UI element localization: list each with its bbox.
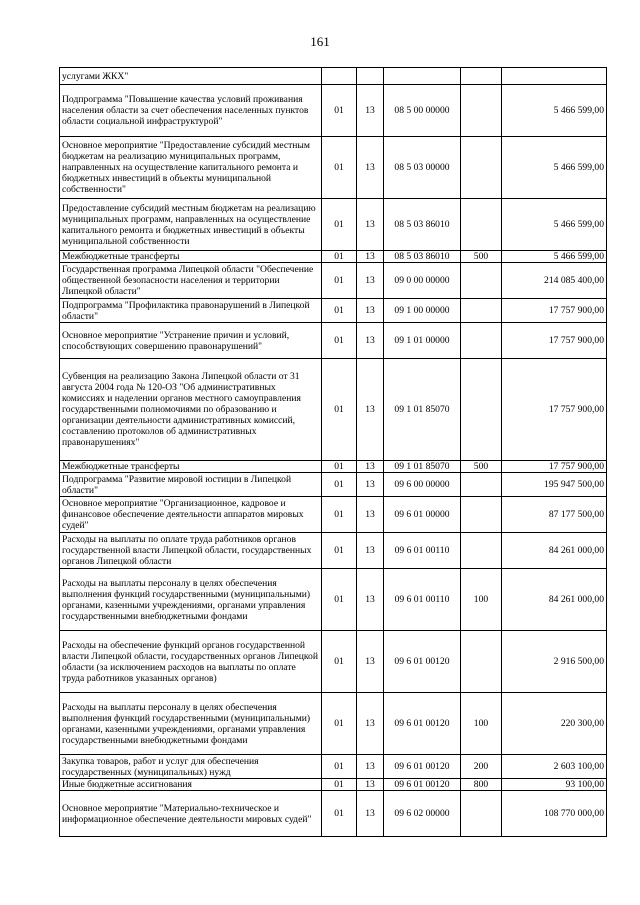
subsection-code-cell: 13 <box>357 779 384 791</box>
table-row <box>60 569 607 631</box>
table-row <box>60 473 607 497</box>
row-name-cell: Расходы на выплаты по оплате труда работников органов государственной власти Липецкой области, государственных органов Липецкой области <box>60 533 322 569</box>
expense-type-cell: 500 <box>461 461 502 473</box>
section-code-cell: 01 <box>322 85 357 137</box>
section-code-cell: 01 <box>322 791 357 837</box>
table-row <box>60 791 607 837</box>
row-name-cell: Расходы на выплаты персоналу в целях обеспечения выполнения функций государственными (муниципальными) органами, казенными учреждениями, органами управления государственными внебюджетными фондами <box>60 693 322 755</box>
row-name-cell: Межбюджетные трансферты <box>60 461 322 473</box>
amount-cell: 214 085 400,00 <box>502 263 607 299</box>
row-name-cell: Подпрограмма "Повышение качества условий проживания населения области за счет обеспечения населенных пунктов области социальной инфраструктурой" <box>60 85 322 137</box>
row-name-cell: Государственная программа Липецкой области "Обеспечение общественной безопасности населения и территории Липецкой области" <box>60 263 322 299</box>
section-code-cell: 01 <box>322 263 357 299</box>
subsection-code-cell: 13 <box>357 251 384 263</box>
amount-cell: 84 261 000,00 <box>502 533 607 569</box>
budget-table <box>59 67 607 837</box>
expense-type-cell <box>461 791 502 837</box>
amount-cell: 5 466 599,00 <box>502 199 607 251</box>
amount-cell: 84 261 000,00 <box>502 569 607 631</box>
amount-cell: 17 757 900,00 <box>502 359 607 461</box>
table-row <box>60 631 607 693</box>
section-code-cell: 01 <box>322 299 357 323</box>
target-article-cell: 08 5 03 86010 <box>384 199 461 251</box>
subsection-code-cell: 13 <box>357 569 384 631</box>
amount-cell: 5 466 599,00 <box>502 251 607 263</box>
expense-type-cell <box>461 533 502 569</box>
subsection-code-cell: 13 <box>357 631 384 693</box>
amount-cell <box>502 68 607 85</box>
amount-cell: 17 757 900,00 <box>502 461 607 473</box>
expense-type-cell <box>461 631 502 693</box>
section-code-cell: 01 <box>322 359 357 461</box>
page-number: 161 <box>310 34 330 49</box>
target-article-cell <box>384 68 461 85</box>
table-row <box>60 85 607 137</box>
row-name-cell: Иные бюджетные ассигнования <box>60 779 322 791</box>
expense-type-cell <box>461 68 502 85</box>
section-code-cell: 01 <box>322 461 357 473</box>
expense-type-cell <box>461 85 502 137</box>
target-article-cell: 08 5 03 86010 <box>384 251 461 263</box>
amount-cell: 17 757 900,00 <box>502 323 607 359</box>
expense-type-cell <box>461 323 502 359</box>
section-code-cell: 01 <box>322 779 357 791</box>
target-article-cell: 09 6 01 00120 <box>384 693 461 755</box>
subsection-code-cell: 13 <box>357 137 384 199</box>
expense-type-cell <box>461 299 502 323</box>
section-code-cell: 01 <box>322 137 357 199</box>
row-name-cell: Основное мероприятие "Материально-техническое и информационное обеспечение деятельности мировых судей" <box>60 791 322 837</box>
table-row <box>60 68 607 85</box>
subsection-code-cell: 13 <box>357 263 384 299</box>
row-name-cell: Субвенция на реализацию Закона Липецкой области от 31 августа 2004 года № 120-ОЗ "Об административных комиссиях и наделении органов местного самоуправления государственными полномочиями по образованию и организации деятельности административных комиссий, составлению протоколов об административных правонарушениях" <box>60 359 322 461</box>
section-code-cell: 01 <box>322 323 357 359</box>
target-article-cell: 09 6 01 00110 <box>384 533 461 569</box>
target-article-cell: 09 6 02 00000 <box>384 791 461 837</box>
section-code-cell: 01 <box>322 497 357 533</box>
table-row <box>60 359 607 461</box>
row-name-cell: Подпрограмма "Профилактика правонарушений в Липецкой области" <box>60 299 322 323</box>
amount-cell: 2 603 100,00 <box>502 755 607 779</box>
subsection-code-cell: 13 <box>357 85 384 137</box>
subsection-code-cell: 13 <box>357 533 384 569</box>
expense-type-cell: 500 <box>461 251 502 263</box>
subsection-code-cell: 13 <box>357 299 384 323</box>
table-row <box>60 199 607 251</box>
table-row <box>60 755 607 779</box>
amount-cell: 220 300,00 <box>502 693 607 755</box>
table-row <box>60 137 607 199</box>
row-name-cell: Закупка товаров, работ и услуг для обеспечения государственных (муниципальных) нужд <box>60 755 322 779</box>
table-row <box>60 779 607 791</box>
target-article-cell: 08 5 03 00000 <box>384 137 461 199</box>
subsection-code-cell: 13 <box>357 693 384 755</box>
section-code-cell <box>322 68 357 85</box>
row-name-cell: Расходы на обеспечение функций органов государственной власти Липецкой области, государственных органов Липецкой области (за исключением расходов на выплаты по оплате труда работников указанных органов) <box>60 631 322 693</box>
target-article-cell: 09 0 00 00000 <box>384 263 461 299</box>
subsection-code-cell: 13 <box>357 359 384 461</box>
table-row <box>60 461 607 473</box>
table-row <box>60 497 607 533</box>
expense-type-cell: 100 <box>461 569 502 631</box>
amount-cell: 195 947 500,00 <box>502 473 607 497</box>
subsection-code-cell: 13 <box>357 323 384 359</box>
section-code-cell: 01 <box>322 693 357 755</box>
row-name-cell: Основное мероприятие "Организационное, кадровое и финансовое обеспечение деятельности аппаратов мировых судей" <box>60 497 322 533</box>
subsection-code-cell: 13 <box>357 755 384 779</box>
target-article-cell: 09 1 01 00000 <box>384 323 461 359</box>
expense-type-cell <box>461 473 502 497</box>
subsection-code-cell <box>357 68 384 85</box>
target-article-cell: 09 6 01 00120 <box>384 631 461 693</box>
row-name-cell: Основное мероприятие "Предоставление субсидий местным бюджетам на реализацию муниципальных программ, направленных на осуществление капитального ремонта и бюджетных инвестиций в объекты муниципальной собственности" <box>60 137 322 199</box>
subsection-code-cell: 13 <box>357 791 384 837</box>
subsection-code-cell: 13 <box>357 473 384 497</box>
section-code-cell: 01 <box>322 755 357 779</box>
target-article-cell: 09 1 01 85070 <box>384 461 461 473</box>
row-name-cell: Межбюджетные трансферты <box>60 251 322 263</box>
target-article-cell: 09 1 01 85070 <box>384 359 461 461</box>
target-article-cell: 09 6 01 00120 <box>384 779 461 791</box>
table-row <box>60 299 607 323</box>
subsection-code-cell: 13 <box>357 497 384 533</box>
table-row <box>60 263 607 299</box>
amount-cell: 87 177 500,00 <box>502 497 607 533</box>
budget-table-body <box>60 68 607 837</box>
amount-cell: 108 770 000,00 <box>502 791 607 837</box>
section-code-cell: 01 <box>322 569 357 631</box>
section-code-cell: 01 <box>322 251 357 263</box>
amount-cell: 93 100,00 <box>502 779 607 791</box>
section-code-cell: 01 <box>322 631 357 693</box>
table-row <box>60 251 607 263</box>
amount-cell: 5 466 599,00 <box>502 85 607 137</box>
target-article-cell: 09 6 01 00000 <box>384 497 461 533</box>
expense-type-cell: 200 <box>461 755 502 779</box>
expense-type-cell: 100 <box>461 693 502 755</box>
amount-cell: 17 757 900,00 <box>502 299 607 323</box>
expense-type-cell <box>461 359 502 461</box>
expense-type-cell <box>461 263 502 299</box>
target-article-cell: 09 1 00 00000 <box>384 299 461 323</box>
expense-type-cell <box>461 137 502 199</box>
subsection-code-cell: 13 <box>357 199 384 251</box>
row-name-cell: услугами ЖКХ" <box>60 68 322 85</box>
amount-cell: 2 916 500,00 <box>502 631 607 693</box>
target-article-cell: 09 6 01 00120 <box>384 755 461 779</box>
expense-type-cell: 800 <box>461 779 502 791</box>
amount-cell: 5 466 599,00 <box>502 137 607 199</box>
section-code-cell: 01 <box>322 199 357 251</box>
expense-type-cell <box>461 199 502 251</box>
target-article-cell: 09 6 00 00000 <box>384 473 461 497</box>
target-article-cell: 09 6 01 00110 <box>384 569 461 631</box>
row-name-cell: Расходы на выплаты персоналу в целях обеспечения выполнения функций государственными (муниципальными) органами, казенными учреждениями, органами управления государственными внебюджетными фондами <box>60 569 322 631</box>
row-name-cell: Предоставление субсидий местным бюджетам на реализацию муниципальных программ, направленных на осуществление капитального ремонта и бюджетных инвестиций в объекты муниципальной собственности <box>60 199 322 251</box>
section-code-cell: 01 <box>322 533 357 569</box>
subsection-code-cell: 13 <box>357 461 384 473</box>
row-name-cell: Подпрограмма "Развитие мировой юстиции в Липецкой области" <box>60 473 322 497</box>
target-article-cell: 08 5 00 00000 <box>384 85 461 137</box>
row-name-cell: Основное мероприятие "Устранение причин и условий, способствующих совершению правонарушений" <box>60 323 322 359</box>
table-row <box>60 323 607 359</box>
table-row <box>60 693 607 755</box>
table-row <box>60 533 607 569</box>
expense-type-cell <box>461 497 502 533</box>
section-code-cell: 01 <box>322 473 357 497</box>
